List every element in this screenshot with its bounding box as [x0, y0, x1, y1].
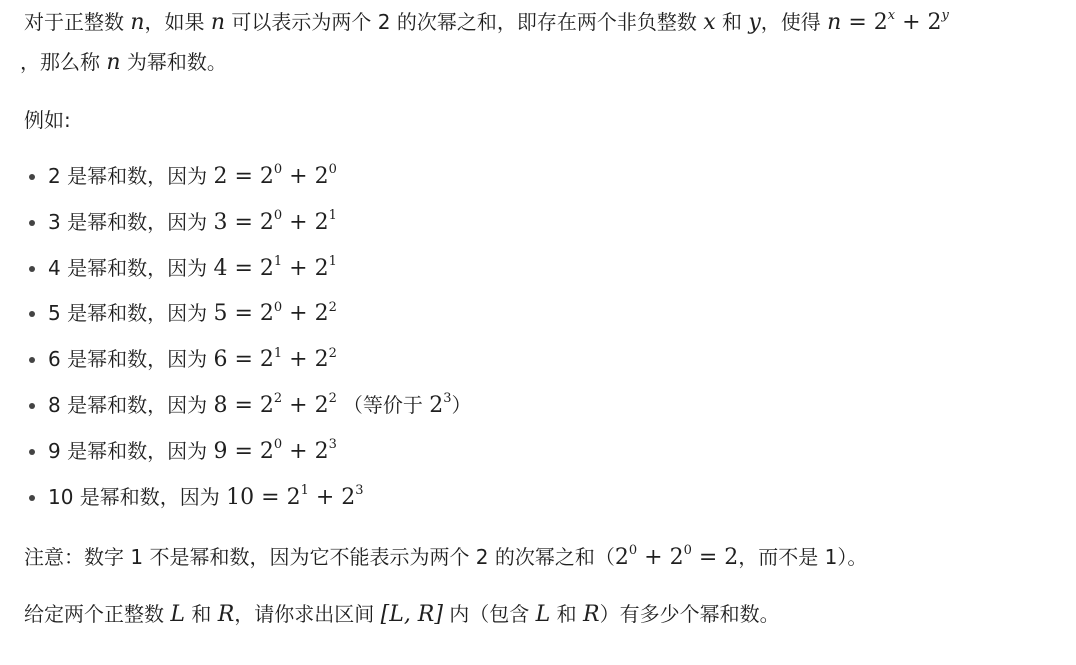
example-text: 是幂和数，因为	[60, 301, 214, 326]
example-item	[24, 206, 472, 252]
task-line	[24, 600, 780, 629]
formula-exponent: 0	[328, 162, 337, 178]
example-number: 6	[48, 347, 61, 372]
formula-plus: + 2	[282, 392, 329, 418]
math-var: n	[106, 50, 121, 75]
math-interval: [L, R]	[380, 602, 443, 627]
formula-exponent: 1	[300, 482, 309, 498]
formula-lhs: 4	[213, 255, 228, 281]
bullet-icon	[29, 220, 35, 226]
bullet-icon	[29, 449, 35, 455]
formula-plus: + 2	[282, 301, 329, 327]
formula-eq: = 2	[254, 484, 301, 510]
formula-part: + 2	[637, 545, 684, 570]
formula-exponent: 1	[328, 208, 337, 224]
note-text: ，而不是 1）。	[738, 545, 868, 569]
math-var: L	[170, 602, 185, 627]
formula-exponent: 3	[355, 482, 364, 498]
formula-plus: + 2	[308, 484, 356, 510]
example-item	[24, 343, 472, 389]
formula-exponent: 0	[273, 162, 283, 178]
example-item	[24, 435, 472, 481]
formula-lhs: 6	[213, 347, 228, 373]
formula-exponent: y	[941, 8, 949, 24]
math-var: y	[748, 10, 761, 35]
math-var: R	[217, 602, 235, 627]
task-text: ）有多少个幂和数。	[599, 602, 780, 626]
formula-part: 2	[614, 545, 629, 570]
formula-exponent: 0	[628, 543, 638, 559]
formula-exponent: 0	[273, 437, 283, 453]
example-item	[24, 252, 472, 298]
intro-text: ，那么称	[20, 50, 107, 74]
note-text: 注意：数字 1 不是幂和数，因为它不能表示为两个 2 的次幂之和（	[24, 545, 615, 569]
example-text: 是幂和数，因为	[60, 347, 214, 372]
bullet-icon	[29, 357, 35, 363]
example-note: （等价于	[342, 392, 430, 417]
formula-plus: + 2	[282, 255, 329, 281]
intro-line-1	[24, 8, 949, 37]
example-text: 是幂和数，因为	[60, 209, 214, 234]
formula-lhs: 3	[213, 209, 228, 235]
formula-exponent: x	[887, 8, 896, 24]
intro-text: ，如果	[144, 10, 211, 34]
note-base: 2	[429, 392, 444, 418]
formula-exponent: 2	[328, 391, 337, 407]
formula-lhs: 2	[213, 164, 228, 189]
formula-lhs: 9	[213, 438, 228, 464]
example-number: 4	[48, 255, 61, 280]
task-text: 给定两个正整数	[24, 602, 171, 626]
formula-exponent: 1	[328, 253, 337, 269]
intro-text: 和	[715, 10, 749, 34]
example-text: 是幂和数，因为	[60, 438, 214, 463]
math-var: n	[130, 10, 145, 35]
bullet-icon	[29, 403, 35, 409]
formula-exponent: 0	[273, 299, 283, 315]
example-list	[24, 160, 472, 526]
formula-eq: = 2	[227, 438, 274, 464]
formula-plus: + 2	[282, 438, 329, 464]
example-number: 3	[48, 209, 61, 234]
formula-exponent: 0	[683, 543, 692, 559]
example-number: 8	[48, 392, 61, 417]
math-var: x	[703, 10, 716, 35]
task-text: 内（包含	[442, 602, 536, 626]
task-text: 和	[550, 602, 583, 626]
intro-text: 为幂和数。	[120, 50, 227, 74]
formula-part: + 2	[895, 10, 942, 35]
formula-lhs: 10	[226, 484, 255, 510]
formula-exponent: 1	[273, 345, 283, 361]
example-item	[24, 297, 472, 343]
formula-exponent: 2	[328, 345, 337, 361]
task-text: 和	[184, 602, 218, 626]
example-number: 9	[48, 438, 61, 463]
intro-line-2	[20, 48, 227, 77]
formula-part: = 2	[691, 545, 739, 570]
formula-exponent: 2	[273, 391, 283, 407]
intro-text: 可以表示为两个 2 的次幂之和，即存在两个非负整数	[225, 10, 704, 34]
formula-exponent: 3	[328, 437, 337, 453]
task-text: ，请你求出区间	[234, 602, 381, 626]
formula-plus: + 2	[282, 209, 329, 235]
example-number: 10	[48, 484, 74, 509]
bullet-icon	[29, 311, 35, 317]
formula-lhs: 8	[213, 392, 228, 418]
intro-text: 对于正整数	[24, 10, 131, 34]
bullet-icon	[29, 266, 35, 272]
example-item	[24, 389, 472, 435]
formula-eq: = 2	[227, 347, 274, 373]
example-number: 5	[48, 301, 61, 326]
example-heading: 例如:	[24, 108, 71, 132]
formula-eq: = 2	[227, 301, 274, 327]
formula-eq: = 2	[227, 392, 274, 418]
example-text: 是幂和数，因为	[60, 255, 214, 280]
bullet-icon	[29, 495, 35, 501]
formula-eq: = 2	[227, 164, 274, 189]
formula-exponent: 2	[328, 299, 337, 315]
math-var: R	[583, 602, 600, 627]
bullet-icon	[29, 174, 35, 180]
example-text: 是幂和数，因为	[60, 392, 214, 417]
example-note-end: ）	[451, 392, 472, 417]
formula-exponent: 0	[273, 208, 283, 224]
note-exponent: 3	[443, 391, 452, 407]
formula-part: = 2	[841, 10, 888, 35]
formula-plus: + 2	[282, 347, 329, 373]
formula-plus: + 2	[282, 164, 329, 189]
formula-eq: = 2	[227, 209, 274, 235]
formula-exponent: 1	[273, 253, 283, 269]
math-var: L	[535, 602, 551, 627]
note-line	[24, 543, 867, 572]
example-text: 是幂和数，因为	[73, 484, 227, 509]
formula-eq: = 2	[227, 255, 274, 281]
example-item	[24, 160, 472, 206]
math-var: n	[210, 10, 226, 35]
formula-lhs: n	[827, 10, 842, 35]
example-item	[24, 481, 472, 527]
example-number: 2	[48, 164, 61, 188]
example-text: 是幂和数，因为	[60, 164, 214, 188]
intro-text: ，使得	[760, 10, 828, 34]
formula-lhs: 5	[213, 301, 228, 327]
